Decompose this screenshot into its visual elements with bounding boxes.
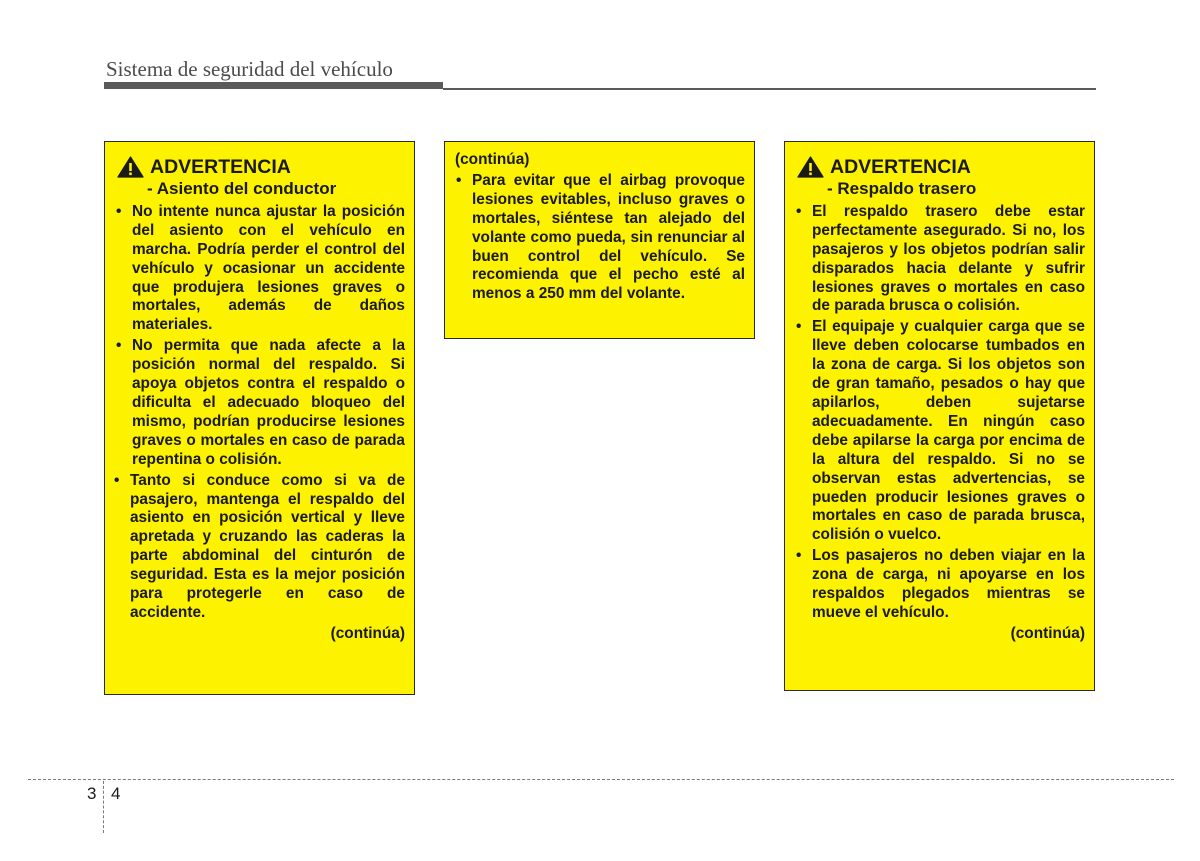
warning-bullet: • Los pasajeros no deben viajar en la zona de carga, ni apoyarse en los respaldos plegados mientras se mueve el vehículo. (796, 547, 1085, 621)
bullet-text: El respaldo trasero debe estar perfectamente asegurado. Si no, los pasajeros y los objetos podrían salir disparados hacia delante y sufrir lesiones graves o mortales en caso de parada brusca o colisión. (812, 202, 1085, 315)
footer-rule (28, 779, 1174, 780)
bullet-text: Tanto si conduce como si va de pasajero, mantenga el respaldo del asiento en posición vertical y lleve apretada y cruzando las caderas la parte abdominal del cinturón de seguridad. Esta es la mejor posición para protegerle en caso de accidente. (130, 471, 405, 621)
bullet-text: No permita que nada afecte a la posición normal del respaldo. Si apoya objetos contra el respaldo o dificulta el adecuado bloqueo del mismo, podrían producirse lesiones graves o mortales en caso de parada repentina o colisión. (132, 337, 405, 468)
continued-note: (continúa) (455, 151, 530, 168)
warning-box-rear-seatback (784, 141, 1095, 691)
warning-bullet: • El equipaje y cualquier carga que se lleve deben colocarse tumbados en la zona de carga. Si los objetos son de gran tamaño, pesados o hay que apilarlos, deben sujetarse adecuadamente. En ningún caso debe apilarse la carga por encima de la altura del respaldo. Si no se observan estas advertencias, se pueden producir lesiones graves o mortales en caso de parada brusca, colisión o vuelco. (796, 318, 1085, 544)
warning-heading (797, 155, 1085, 179)
page-header-title: Sistema de seguridad del vehículo (106, 57, 393, 81)
warning-title: ADVERTENCIA (830, 155, 971, 178)
warning-bullet: • No intente nunca ajustar la posición del asiento con el vehículo en marcha. Podría perder el control del vehículo y ocasionar un accidente que produjera lesiones graves o mortales, además de daños materiales. (116, 202, 405, 334)
warning-subtitle: - Respaldo trasero (827, 179, 977, 198)
warning-subtitle: - Asiento del conductor (147, 179, 337, 198)
header-rule-thin (443, 88, 1096, 90)
warning-bullet: • Tanto si conduce como si va de pasajero, mantenga el respaldo del asiento en posición vertical y lleve apretada y cruzando las caderas la parte abdominal del cinturón de seguridad. Esta es la mejor posición para protegerle en caso de accidente. (114, 471, 405, 621)
warning-bullet: • No permita que nada afecte a la posición normal del respaldo. Si apoya objetos contra el respaldo o dificulta el adecuado bloqueo del mismo, podrían producirse lesiones graves o mortales en caso de parada repentina o colisión. (116, 337, 405, 468)
bullet-text: Los pasajeros no deben viajar en la zona de carga, ni apoyarse en los respaldos plegados mientras se mueve el vehículo. (812, 547, 1085, 621)
warning-heading (117, 155, 405, 179)
bullet-text: Para evitar que el airbag provoque lesiones evitables, incluso graves o mortales, siéntese tan alejado del volante como pueda, sin renunciar al buen control del vehículo. Se recomienda que el pecho esté al menos a 250 mm del volante. (472, 171, 745, 303)
page-number: 4 (111, 784, 121, 803)
warning-box-driver-seat (104, 141, 415, 695)
bullet-text: El equipaje y cualquier carga que se lleve deben colocarse tumbados en la zona de carga. Si los objetos son de gran tamaño, pesados o hay que apilarlos, deben sujetarse adecuadamente. En ningún caso debe apilarse la carga por encima de la altura del respaldo. Si no se observan estas advertencias, se pueden producir lesiones graves o mortales en caso de parada brusca, colisión o vuelco. (812, 318, 1085, 544)
continues-note: (continúa) (1010, 624, 1085, 642)
warning-triangle-icon (797, 156, 824, 178)
header-rule-thick (104, 82, 443, 89)
chapter-number: 3 (87, 784, 97, 803)
warning-triangle-icon (117, 156, 144, 178)
page-number-divider (103, 781, 104, 833)
continues-note: (continúa) (330, 624, 405, 642)
warning-box-continued (444, 141, 755, 339)
warning-bullet: • Para evitar que el airbag provoque lesiones evitables, incluso graves o mortales, siéntese tan alejado del volante como pueda, sin renunciar al buen control del vehículo. Se recomienda que el pecho esté al menos a 250 mm del volante. (456, 171, 745, 303)
warning-bullet: • El respaldo trasero debe estar perfectamente asegurado. Si no, los pasajeros y los objetos podrían salir disparados hacia delante y sufrir lesiones graves o mortales en caso de parada brusca o colisión. (796, 202, 1085, 315)
bullet-text: No intente nunca ajustar la posición del asiento con el vehículo en marcha. Podría perder el control del vehículo y ocasionar un accidente que produjera lesiones graves o mortales, además de daños materiales. (132, 202, 405, 334)
warning-title: ADVERTENCIA (150, 155, 291, 178)
